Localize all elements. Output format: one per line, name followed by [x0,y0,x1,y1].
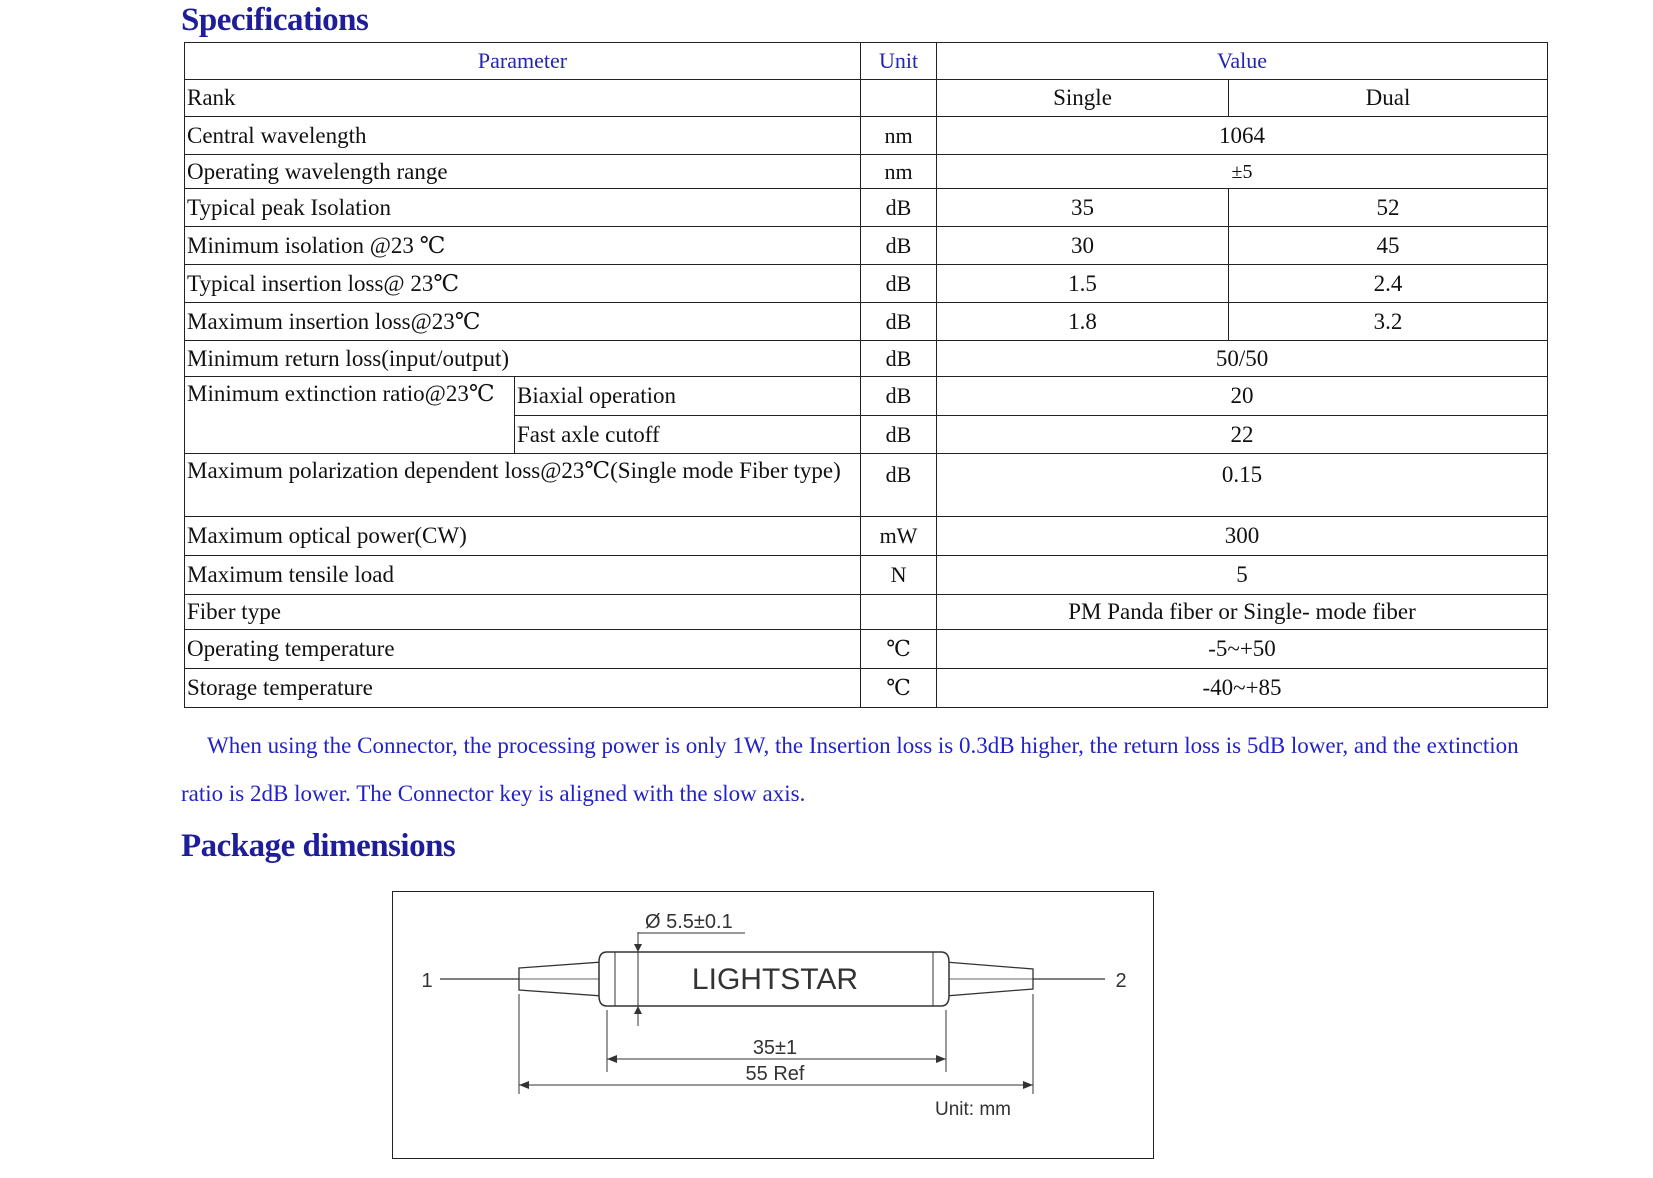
table-row [185,303,1548,341]
connector-note: When using the Connector, the processing power is only 1W, the Insertion loss is 0.3dB higher, the return loss is 5dB lower, and the extinction ratio is 2dB lower. The Connector key is aligned with the slow axis. [181,733,1519,806]
row-value: ±5 [937,155,1548,189]
table-row-extinction-biaxial [185,377,1548,416]
table-row [185,556,1548,595]
header-parameter: Parameter [185,43,861,80]
total-length-label: 55 Ref [745,1063,805,1085]
isolator-drawing [393,892,1153,1158]
row-value-dual: 52 [1229,189,1548,227]
package-dimensions-diagram [392,891,1154,1159]
row-label: Minimum return loss(input/output) [185,341,861,377]
row-unit: dB [861,377,937,416]
rank-dual: Dual [1229,80,1548,117]
total-length-arrow-left [519,1081,529,1089]
row-value: 20 [937,377,1548,416]
row-value: PM Panda fiber or Single- mode fiber [937,595,1548,630]
row-unit: nm [861,117,937,155]
row-value-single: 1.5 [937,265,1229,303]
row-label: Minimum isolation @23 ℃ [185,227,861,265]
row-unit: dB [861,454,937,517]
row-unit: dB [861,341,937,377]
table-header-row [185,43,1548,80]
row-value: 1064 [937,117,1548,155]
port-1-label: 1 [421,970,433,992]
row-label: Maximum optical power(CW) [185,517,861,556]
body-length-label: 35±1 [752,1037,798,1059]
row-label: Maximum insertion loss@23℃ [185,303,861,341]
row-label: Minimum extinction ratio@23℃ [185,377,515,454]
row-unit [861,80,937,117]
row-label: Maximum tensile load [185,556,861,595]
row-value-single: 35 [937,189,1229,227]
row-unit: dB [861,303,937,341]
row-label: Central wavelength [185,117,861,155]
table-row [185,117,1548,155]
row-value: 0.15 [937,454,1548,517]
row-sublabel: Biaxial operation [515,377,861,416]
row-value-dual: 45 [1229,227,1548,265]
row-value: 5 [937,556,1548,595]
table-row [185,265,1548,303]
row-label: Rank [185,80,861,117]
section-title-specifications: Specifications [181,2,369,38]
diameter-arrow-bottom [634,1006,642,1014]
row-value: -40~+85 [937,669,1548,708]
table-row [185,669,1548,708]
table-row [185,630,1548,669]
row-unit: dB [861,416,937,454]
row-unit: nm [861,155,937,189]
section-title-package-dimensions: Package dimensions [181,828,456,864]
table-row [185,341,1548,377]
rank-single: Single [937,80,1229,117]
unit-label: Unit: mm [935,1099,1011,1120]
table-row [185,155,1548,189]
row-unit: dB [861,265,937,303]
row-unit: N [861,556,937,595]
row-value: -5~+50 [937,630,1548,669]
row-label: Storage temperature [185,669,861,708]
body-length-arrow-right [936,1055,946,1063]
table-row [185,517,1548,556]
row-value-single: 1.8 [937,303,1229,341]
table-row [185,454,1548,517]
row-value-dual: 2.4 [1229,265,1548,303]
body-length-arrow-left [607,1055,617,1063]
specifications-table [184,42,1548,708]
row-value-dual: 3.2 [1229,303,1548,341]
row-label: Fiber type [185,595,861,630]
row-value: 50/50 [937,341,1548,377]
row-label: Typical insertion loss@ 23℃ [185,265,861,303]
header-value: Value [937,43,1548,80]
diameter-arrow-top [634,944,642,952]
table-row [185,595,1548,630]
row-label: Typical peak Isolation [185,189,861,227]
row-value-single: 30 [937,227,1229,265]
table-row-rank [185,80,1548,117]
table-row [185,227,1548,265]
row-unit: dB [861,227,937,265]
total-length-arrow-right [1023,1081,1033,1089]
table-row [185,189,1548,227]
row-unit: dB [861,189,937,227]
diameter-label: Ø 5.5±0.1 [645,911,733,933]
row-label: Operating wavelength range [185,155,861,189]
row-unit: mW [861,517,937,556]
port-2-label: 2 [1115,970,1127,992]
row-label: Maximum polarization dependent loss@23℃(Single mode Fiber type) [185,454,861,517]
row-label: Operating temperature [185,630,861,669]
header-unit: Unit [861,43,937,80]
row-unit: ℃ [861,669,937,708]
row-value: 300 [937,517,1548,556]
row-sublabel: Fast axle cutoff [515,416,861,454]
row-value: 22 [937,416,1548,454]
brand-label: LIGHTSTAR [691,963,859,996]
row-unit: ℃ [861,630,937,669]
row-unit [861,595,937,630]
